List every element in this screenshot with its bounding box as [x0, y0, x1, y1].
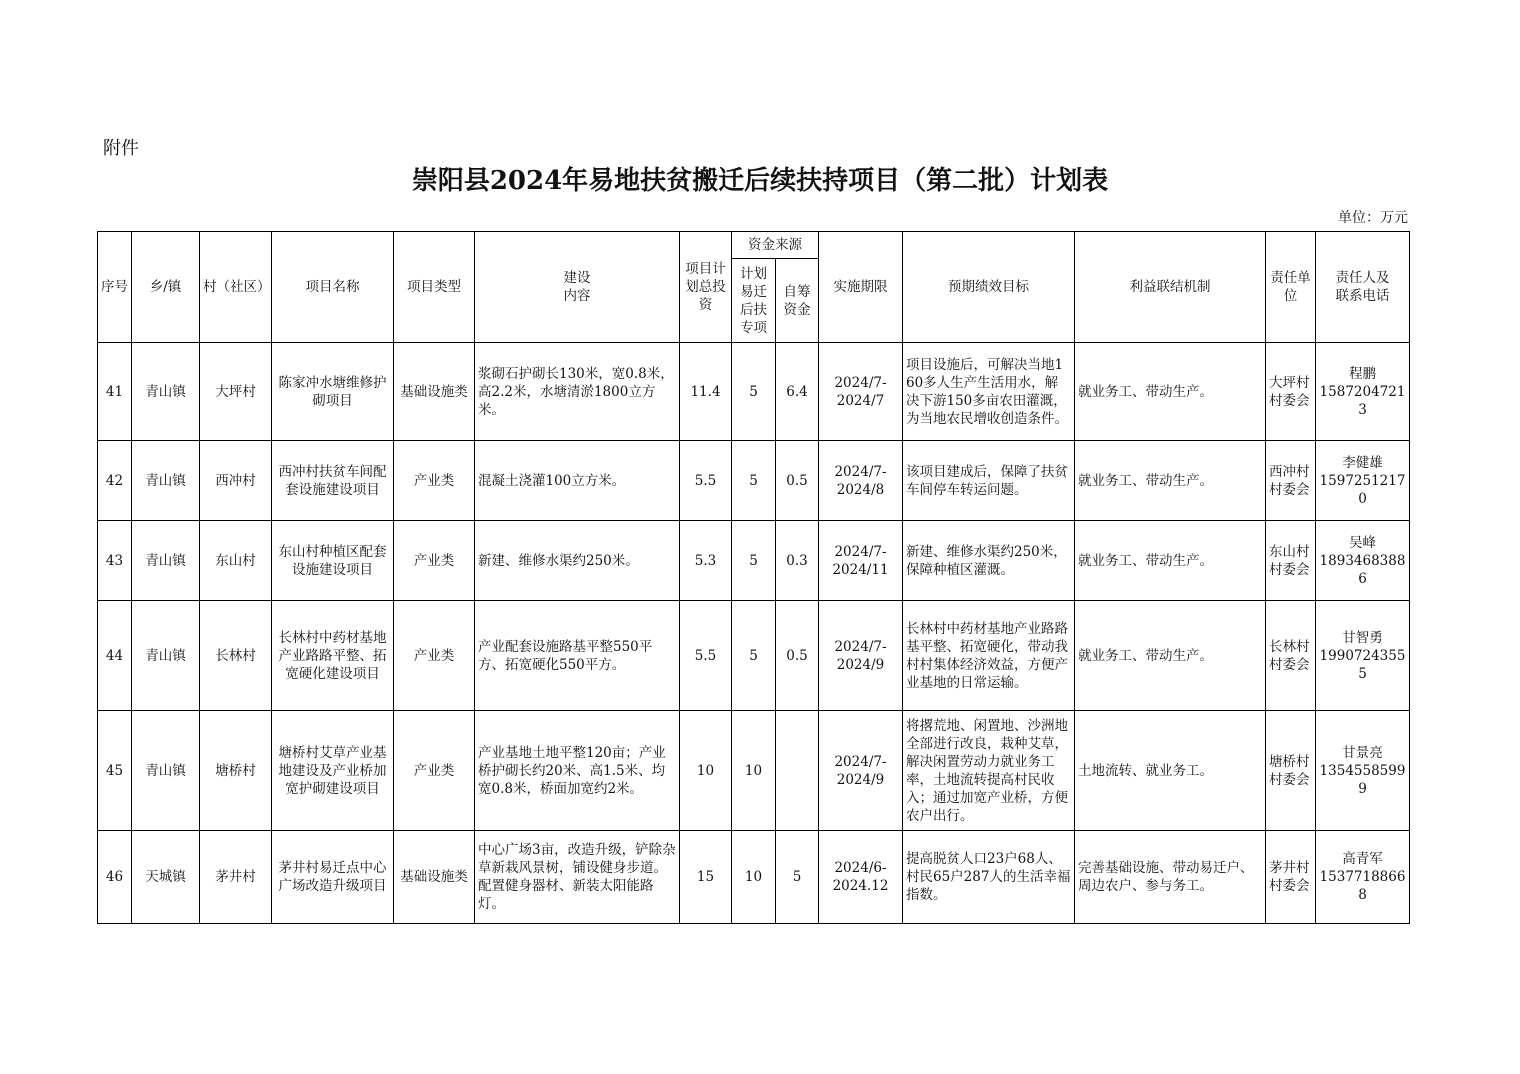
cell-period: 2024/7- 2024/9 — [819, 711, 903, 831]
cell-total-investment: 5.5 — [680, 441, 732, 521]
cell-village: 东山村 — [200, 521, 272, 601]
table-header — [98, 232, 1410, 343]
cell-project-name: 陈家冲水塘维修护砌项目 — [272, 343, 394, 441]
cell-period: 2024/7- 2024/11 — [819, 521, 903, 601]
cell-town: 青山镇 — [132, 441, 200, 521]
cell-plan-special: 5 — [732, 521, 776, 601]
cell-total-investment: 10 — [680, 711, 732, 831]
cell-goal: 提高脱贫人口23户68人、村民65户287人的生活幸福指数。 — [903, 831, 1075, 924]
header-period: 实施期限 — [819, 232, 903, 343]
cell-contact: 甘景亮 13545585999 — [1316, 711, 1410, 831]
cell-responsible-unit: 长林村村委会 — [1266, 601, 1316, 711]
cell-project-type: 基础设施类 — [394, 831, 475, 924]
cell-goal: 将撂荒地、闲置地、沙洲地全部进行改良，栽种艾草，解决闲置劳动力就业务工率，土地流转提高村民收入；通过加宽产业桥，方便农户出行。 — [903, 711, 1075, 831]
cell-content: 产业配套设施路基平整550平方、拓宽硬化550平方。 — [475, 601, 680, 711]
cell-project-type: 产业类 — [394, 711, 475, 831]
cell-content: 混凝土浇灌100立方米。 — [475, 441, 680, 521]
cell-no: 42 — [98, 441, 132, 521]
cell-goal: 新建、维修水渠约250米，保障种植区灌溉。 — [903, 521, 1075, 601]
cell-contact: 李健雄 15972512170 — [1316, 441, 1410, 521]
header-no: 序号 — [98, 232, 132, 343]
unit-label: 单位：万元 — [1338, 210, 1408, 226]
cell-town: 青山镇 — [132, 601, 200, 711]
cell-village: 西冲村 — [200, 441, 272, 521]
cell-content: 新建、维修水渠约250米。 — [475, 521, 680, 601]
cell-content: 浆砌石护砌长130米，宽0.8米，高2.2米，水塘清淤1800立方米。 — [475, 343, 680, 441]
cell-responsible-unit: 塘桥村村委会 — [1266, 711, 1316, 831]
cell-total-investment: 5.3 — [680, 521, 732, 601]
header-fund-source: 资金来源 — [732, 232, 819, 259]
header-project-type: 项目类型 — [394, 232, 475, 343]
cell-town: 青山镇 — [132, 343, 200, 441]
cell-mechanism: 就业务工、带动生产。 — [1075, 601, 1266, 711]
cell-town: 青山镇 — [132, 521, 200, 601]
table-row — [98, 521, 1410, 601]
cell-mechanism: 就业务工、带动生产。 — [1075, 441, 1266, 521]
cell-self-raised: 0.5 — [776, 441, 819, 521]
header-content: 建设 内容 — [475, 232, 680, 343]
cell-plan-special: 5 — [732, 441, 776, 521]
cell-no: 43 — [98, 521, 132, 601]
cell-town: 青山镇 — [132, 711, 200, 831]
cell-self-raised — [776, 711, 819, 831]
cell-responsible-unit: 东山村村委会 — [1266, 521, 1316, 601]
cell-goal: 长林村中药材基地产业路路基平整、拓宽硬化，带动我村村集体经济效益，方便产业基地的日常运输。 — [903, 601, 1075, 711]
table-row — [98, 601, 1410, 711]
cell-plan-special: 10 — [732, 711, 776, 831]
cell-total-investment: 15 — [680, 831, 732, 924]
cell-total-investment: 5.5 — [680, 601, 732, 711]
cell-mechanism: 完善基础设施、带动易迁户、周边农户、参与务工。 — [1075, 831, 1266, 924]
cell-self-raised: 0.3 — [776, 521, 819, 601]
cell-project-type: 产业类 — [394, 521, 475, 601]
cell-project-name: 塘桥村艾草产业基地建设及产业桥加宽护砌建设项目 — [272, 711, 394, 831]
cell-village: 茅井村 — [200, 831, 272, 924]
header-responsible-unit: 责任单位 — [1266, 232, 1316, 343]
cell-mechanism: 就业务工、带动生产。 — [1075, 343, 1266, 441]
cell-project-name: 西冲村扶贫车间配套设施建设项目 — [272, 441, 394, 521]
table-row — [98, 711, 1410, 831]
cell-responsible-unit: 茅井村村委会 — [1266, 831, 1316, 924]
header-contact: 责任人及 联系电话 — [1316, 232, 1410, 343]
cell-project-name: 茅井村易迁点中心广场改造升级项目 — [272, 831, 394, 924]
cell-total-investment: 11.4 — [680, 343, 732, 441]
cell-village: 塘桥村 — [200, 711, 272, 831]
header-village: 村（社区） — [200, 232, 272, 343]
cell-plan-special: 10 — [732, 831, 776, 924]
cell-mechanism: 就业务工、带动生产。 — [1075, 521, 1266, 601]
cell-contact: 高青军 15377188668 — [1316, 831, 1410, 924]
cell-plan-special: 5 — [732, 601, 776, 711]
cell-goal: 项目设施后，可解决当地160多人生产生活用水，解决下游150多亩农田灌溉，为当地农民增收创造条件。 — [903, 343, 1075, 441]
cell-period: 2024/7- 2024/8 — [819, 441, 903, 521]
cell-no: 41 — [98, 343, 132, 441]
cell-period: 2024/6- 2024.12 — [819, 831, 903, 924]
header-plan-special: 计划易迁后扶专项 — [732, 259, 776, 343]
cell-contact: 甘智勇 19907243555 — [1316, 601, 1410, 711]
cell-goal: 该项目建成后，保障了扶贫车间停车转运问题。 — [903, 441, 1075, 521]
cell-project-type: 产业类 — [394, 441, 475, 521]
cell-contact: 吴峰 18934683886 — [1316, 521, 1410, 601]
cell-period: 2024/7- 2024/9 — [819, 601, 903, 711]
cell-responsible-unit: 西冲村村委会 — [1266, 441, 1316, 521]
cell-no: 45 — [98, 711, 132, 831]
cell-project-type: 基础设施类 — [394, 343, 475, 441]
cell-town: 天城镇 — [132, 831, 200, 924]
table-row — [98, 343, 1410, 441]
table-row — [98, 831, 1410, 924]
project-plan-table — [97, 231, 1410, 924]
cell-plan-special: 5 — [732, 343, 776, 441]
table-body — [98, 343, 1410, 924]
cell-project-type: 产业类 — [394, 601, 475, 711]
cell-project-name: 东山村种植区配套设施建设项目 — [272, 521, 394, 601]
table-row — [98, 441, 1410, 521]
header-project-name: 项目名称 — [272, 232, 394, 343]
cell-period: 2024/7- 2024/7 — [819, 343, 903, 441]
cell-content: 产业基地土地平整120亩；产业桥护砌长约20米、高1.5米、均宽0.8米，桥面加宽约2米。 — [475, 711, 680, 831]
cell-mechanism: 土地流转、就业务工。 — [1075, 711, 1266, 831]
cell-responsible-unit: 大坪村村委会 — [1266, 343, 1316, 441]
header-town: 乡/镇 — [132, 232, 200, 343]
cell-contact: 程鹏 15872047213 — [1316, 343, 1410, 441]
cell-self-raised: 5 — [776, 831, 819, 924]
cell-self-raised: 6.4 — [776, 343, 819, 441]
header-goal: 预期绩效目标 — [903, 232, 1075, 343]
document-title: 崇阳县2024年易地扶贫搬迁后续扶持项目（第二批）计划表 — [411, 166, 1109, 196]
cell-no: 46 — [98, 831, 132, 924]
cell-village: 大坪村 — [200, 343, 272, 441]
header-total-investment: 项目计划总投资 — [680, 232, 732, 343]
cell-project-name: 长林村中药材基地产业路路平整、拓宽硬化建设项目 — [272, 601, 394, 711]
header-mechanism: 利益联结机制 — [1075, 232, 1266, 343]
cell-village: 长林村 — [200, 601, 272, 711]
attachment-label: 附件 — [103, 138, 139, 159]
header-self-raised: 自筹资金 — [776, 259, 819, 343]
cell-self-raised: 0.5 — [776, 601, 819, 711]
cell-content: 中心广场3亩，改造升级，铲除杂草新栽风景树，铺设健身步道。配置健身器材、新装太阳能路灯。 — [475, 831, 680, 924]
cell-no: 44 — [98, 601, 132, 711]
